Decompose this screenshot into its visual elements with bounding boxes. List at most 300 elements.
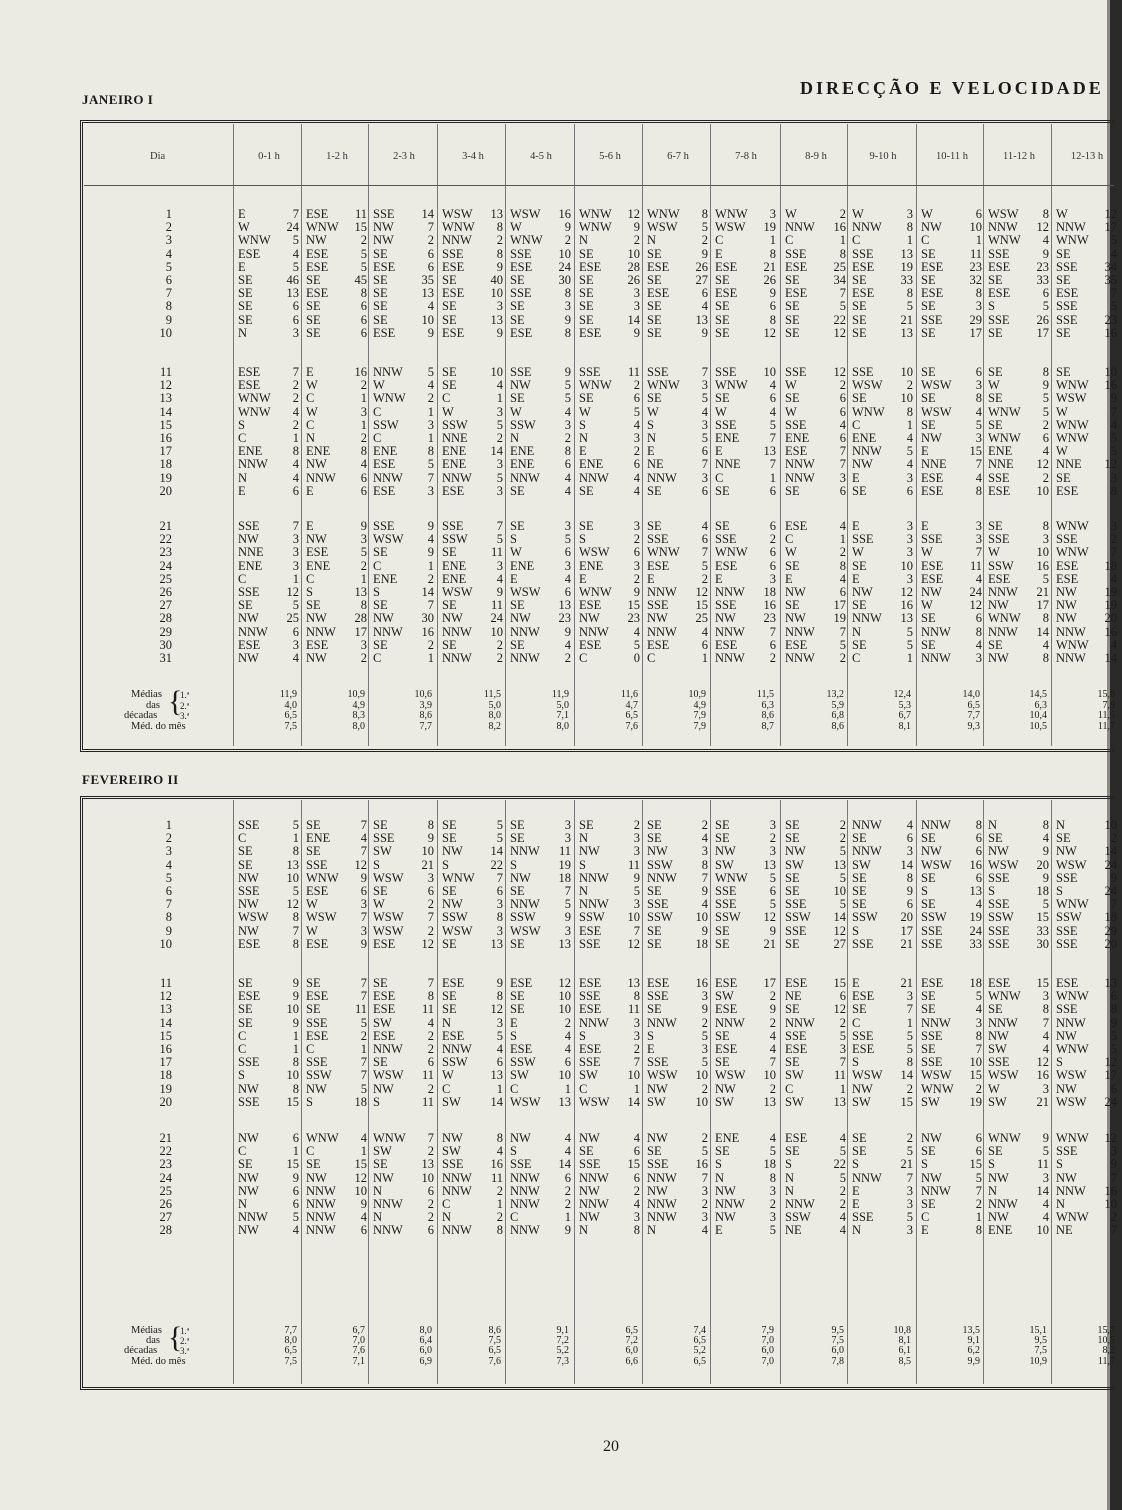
wind-direction: SE bbox=[373, 246, 388, 261]
wind-speed: 34 bbox=[833, 273, 846, 287]
wind-speed: 2 bbox=[564, 651, 571, 665]
wind-speed: 6 bbox=[769, 391, 776, 406]
average-value: 8,5 bbox=[898, 1356, 911, 1367]
wind-speed: 6 bbox=[292, 483, 299, 498]
wind-speed: 12 bbox=[1104, 207, 1117, 221]
wind-direction: E bbox=[647, 444, 655, 459]
day-number: 26 bbox=[159, 1197, 172, 1211]
wind-speed: 10 bbox=[1104, 365, 1117, 379]
wind-speed: 5 bbox=[975, 1170, 982, 1185]
wind-speed: 13 bbox=[558, 598, 571, 613]
wind-direction: WNW bbox=[1056, 417, 1089, 432]
wind-direction: NW bbox=[579, 611, 600, 626]
day-number: 13 bbox=[159, 391, 172, 406]
wind-direction: ESE bbox=[442, 259, 465, 274]
average-value: 5,9 bbox=[831, 700, 844, 711]
wind-direction: SE bbox=[647, 1144, 662, 1159]
wind-direction: NNW bbox=[442, 233, 472, 248]
wind-speed: 20 bbox=[1036, 857, 1049, 872]
wind-speed: 10 bbox=[421, 1170, 434, 1185]
wind-direction: NNE bbox=[1056, 457, 1082, 472]
day-number: 12 bbox=[159, 989, 172, 1004]
wind-speed: 10 bbox=[1104, 1197, 1117, 1211]
wind-direction: S bbox=[921, 1157, 928, 1172]
average-value: 10,5 bbox=[1029, 721, 1047, 732]
wind-direction: NW bbox=[373, 233, 394, 248]
average-value: 7,5 bbox=[284, 1356, 297, 1367]
wind-direction: NW bbox=[647, 844, 668, 859]
wind-direction: ESE bbox=[988, 483, 1011, 498]
wind-speed: 2 bbox=[427, 1028, 434, 1043]
wind-speed: 15 bbox=[969, 1068, 982, 1083]
wind-direction: WNW bbox=[306, 1131, 339, 1145]
wind-direction: SSE bbox=[442, 1157, 464, 1172]
wind-direction: SE bbox=[306, 1002, 321, 1017]
wind-speed: 10 bbox=[763, 365, 776, 379]
wind-speed: 2 bbox=[633, 378, 640, 393]
wind-direction: ESE bbox=[373, 989, 396, 1004]
wind-speed: 1 bbox=[839, 532, 846, 547]
wind-speed: 8 bbox=[1110, 1002, 1117, 1017]
wind-direction: SSW bbox=[852, 910, 878, 925]
wind-speed: 26 bbox=[695, 259, 708, 274]
wind-speed: 2 bbox=[839, 1183, 846, 1198]
average-value: 6,7 bbox=[898, 710, 911, 721]
wind-direction: SE bbox=[306, 976, 321, 990]
wind-speed: 10 bbox=[695, 1094, 708, 1109]
wind-direction: SSE bbox=[510, 286, 532, 301]
wind-direction: SSE bbox=[238, 519, 260, 533]
wind-direction: N bbox=[442, 1015, 452, 1030]
wind-speed: 3 bbox=[701, 417, 708, 432]
wind-speed: 2 bbox=[496, 1210, 503, 1225]
wind-direction: WNW bbox=[579, 378, 612, 393]
wind-speed: 5 bbox=[292, 818, 299, 832]
wind-direction: NW bbox=[852, 457, 873, 472]
wind-direction: SE bbox=[442, 273, 457, 287]
wind-speed: 4 bbox=[1110, 417, 1117, 432]
wind-speed: 26 bbox=[763, 273, 776, 287]
wind-speed: 5 bbox=[701, 391, 708, 406]
wind-direction: NNW bbox=[785, 624, 815, 639]
wind-direction: NNW bbox=[921, 651, 951, 665]
wind-speed: 3 bbox=[633, 431, 640, 445]
day-number: 16 bbox=[159, 1042, 172, 1056]
column-divider bbox=[642, 800, 643, 1384]
wind-direction: WSW bbox=[510, 923, 541, 938]
wind-speed: 3 bbox=[975, 378, 982, 393]
wind-direction: WNW bbox=[510, 233, 543, 248]
average-value: 11,9 bbox=[279, 689, 297, 700]
wind-direction: E bbox=[852, 976, 860, 990]
wind-direction: S bbox=[988, 884, 995, 898]
wind-direction: C bbox=[852, 233, 861, 248]
wind-speed: 4 bbox=[975, 470, 982, 485]
wind-direction: SSE bbox=[1056, 532, 1078, 547]
wind-speed: 27 bbox=[695, 273, 708, 287]
wind-speed: 5 bbox=[292, 233, 299, 248]
wind-direction: E bbox=[852, 571, 860, 586]
wind-direction: NNW bbox=[510, 1223, 540, 1238]
wind-speed: 16 bbox=[763, 598, 776, 613]
wind-direction: W bbox=[785, 404, 797, 419]
wind-speed: 3 bbox=[975, 299, 982, 314]
average-label: das bbox=[146, 700, 160, 711]
wind-speed: 4 bbox=[292, 404, 299, 419]
average-value: 6,3 bbox=[1034, 700, 1047, 711]
wind-speed: 2 bbox=[564, 1197, 571, 1211]
wind-speed: 10 bbox=[969, 220, 982, 235]
wind-speed: 10 bbox=[1104, 818, 1117, 832]
wind-direction: SW bbox=[988, 1094, 1007, 1109]
wind-speed: 26 bbox=[627, 273, 640, 287]
wind-direction: NNW bbox=[785, 1015, 815, 1030]
wind-speed: 2 bbox=[769, 1015, 776, 1030]
average-value: 6,8 bbox=[831, 710, 844, 721]
wind-direction: SE bbox=[373, 286, 388, 301]
wind-direction: NW bbox=[852, 585, 873, 599]
wind-speed: 10 bbox=[1036, 1223, 1049, 1238]
wind-direction: W bbox=[442, 1068, 454, 1083]
average-value: 7,9 bbox=[761, 1325, 774, 1336]
wind-direction: WNW bbox=[373, 391, 406, 406]
wind-direction: NNW bbox=[1056, 1015, 1086, 1030]
wind-speed: 6 bbox=[564, 1055, 571, 1070]
wind-speed: 2 bbox=[427, 571, 434, 586]
day-number: 6 bbox=[165, 273, 172, 287]
average-value: 13,2 bbox=[826, 689, 844, 700]
average-value: 7,9 bbox=[1102, 700, 1115, 711]
wind-direction: SE bbox=[442, 312, 457, 327]
day-number: 17 bbox=[159, 444, 172, 459]
column-divider bbox=[916, 800, 917, 1384]
average-value: 7,7 bbox=[967, 710, 980, 721]
column-divider bbox=[983, 124, 984, 746]
wind-direction: SSW bbox=[510, 417, 536, 432]
wind-speed: 5 bbox=[564, 391, 571, 406]
wind-direction: NW bbox=[921, 220, 942, 235]
wind-speed: 6 bbox=[975, 870, 982, 885]
wind-direction: NNW bbox=[988, 1015, 1018, 1030]
wind-speed: 5 bbox=[906, 1144, 913, 1159]
column-divider bbox=[301, 800, 302, 1384]
average-value: 11,5 bbox=[1097, 710, 1115, 721]
wind-direction: SE bbox=[785, 936, 800, 951]
wind-speed: 12 bbox=[286, 897, 299, 912]
wind-direction: ESE bbox=[373, 259, 396, 274]
wind-speed: 8 bbox=[292, 936, 299, 951]
wind-speed: 21 bbox=[900, 976, 913, 990]
wind-direction: SE bbox=[988, 365, 1003, 379]
wind-speed: 6 bbox=[1042, 431, 1049, 445]
wind-speed: 9 bbox=[360, 1197, 367, 1211]
wind-direction: SSE bbox=[238, 1094, 260, 1109]
wind-speed: 4 bbox=[292, 1223, 299, 1238]
wind-direction: NW bbox=[306, 1170, 327, 1185]
wind-speed: 8 bbox=[975, 624, 982, 639]
wind-direction: WSW bbox=[921, 857, 952, 872]
wind-direction: N bbox=[852, 624, 862, 639]
day-number: 13 bbox=[159, 1002, 172, 1017]
wind-direction: SE bbox=[785, 558, 800, 573]
wind-direction: SSW bbox=[306, 1068, 332, 1083]
wind-direction: NW bbox=[306, 233, 327, 248]
wind-speed: 33 bbox=[1036, 273, 1049, 287]
wind-direction: NNE bbox=[988, 457, 1014, 472]
wind-direction: ESE bbox=[852, 989, 875, 1004]
wind-direction: WSW bbox=[373, 1068, 404, 1083]
wind-direction: ENE bbox=[510, 457, 535, 472]
wind-direction: WNW bbox=[1056, 1131, 1089, 1145]
wind-direction: WNW bbox=[238, 391, 271, 406]
wind-speed: 5 bbox=[292, 259, 299, 274]
wind-speed: 14 bbox=[900, 1068, 913, 1083]
average-value: 11,7 bbox=[1097, 721, 1115, 732]
wind-speed: 15 bbox=[695, 598, 708, 613]
wind-speed: 3 bbox=[769, 844, 776, 859]
wind-direction: N bbox=[988, 818, 998, 832]
average-value: 11,6 bbox=[620, 689, 638, 700]
wind-speed: 1 bbox=[839, 1081, 846, 1096]
wind-speed: 46 bbox=[286, 273, 299, 287]
wind-direction: NNW bbox=[1056, 651, 1086, 665]
average-value: 8,1 bbox=[898, 721, 911, 732]
wind-speed: 3 bbox=[701, 844, 708, 859]
wind-speed: 9 bbox=[1110, 1157, 1117, 1172]
wind-speed: 15 bbox=[969, 444, 982, 459]
wind-direction: SE bbox=[510, 1002, 525, 1017]
wind-speed: 6 bbox=[1110, 1081, 1117, 1096]
average-value: 7,5 bbox=[488, 1335, 501, 1346]
wind-direction: NNW bbox=[785, 220, 815, 235]
header-hour-7: 6-7 h bbox=[667, 151, 689, 162]
wind-direction: NW bbox=[442, 611, 463, 626]
wind-direction: WNW bbox=[988, 404, 1021, 419]
wind-speed: 4 bbox=[564, 404, 571, 419]
column-divider bbox=[847, 800, 848, 1384]
wind-speed: 7 bbox=[769, 624, 776, 639]
day-number: 22 bbox=[159, 532, 172, 547]
wind-speed: 18 bbox=[763, 585, 776, 599]
wind-speed: 2 bbox=[1042, 417, 1049, 432]
wind-direction: WNW bbox=[852, 404, 885, 419]
wind-direction: S bbox=[510, 532, 517, 547]
wind-direction: NW bbox=[785, 844, 806, 859]
wind-direction: ESE bbox=[921, 483, 944, 498]
column-divider bbox=[847, 124, 848, 746]
wind-direction: SSE bbox=[373, 519, 395, 533]
wind-direction: SSE bbox=[785, 1028, 807, 1043]
wind-direction: E bbox=[306, 483, 314, 498]
wind-speed: 9 bbox=[1110, 870, 1117, 885]
wind-speed: 13 bbox=[1104, 976, 1117, 990]
wind-direction: NNW bbox=[373, 365, 403, 379]
wind-speed: 19 bbox=[900, 259, 913, 274]
wind-direction: ESE bbox=[921, 259, 944, 274]
wind-speed: 4 bbox=[496, 571, 503, 586]
wind-direction: SSE bbox=[238, 585, 260, 599]
wind-direction: SW bbox=[715, 1094, 734, 1109]
wind-speed: 1 bbox=[427, 558, 434, 573]
wind-direction: WSW bbox=[921, 378, 952, 393]
wind-speed: 7 bbox=[839, 624, 846, 639]
wind-speed: 7 bbox=[427, 910, 434, 925]
wind-direction: SSE bbox=[306, 857, 328, 872]
wind-direction: W bbox=[510, 404, 522, 419]
wind-speed: 7 bbox=[360, 989, 367, 1004]
wind-direction: ESE bbox=[373, 1002, 396, 1017]
wind-speed: 4 bbox=[1042, 233, 1049, 248]
wind-speed: 6 bbox=[769, 519, 776, 533]
wind-direction: SE bbox=[510, 273, 525, 287]
wind-speed: 8 bbox=[564, 444, 571, 459]
wind-speed: 21 bbox=[900, 312, 913, 327]
wind-speed: 13 bbox=[900, 611, 913, 626]
column-divider bbox=[505, 800, 506, 1384]
wind-direction: ESE bbox=[442, 976, 465, 990]
wind-speed: 2 bbox=[839, 207, 846, 221]
wind-direction: NW bbox=[715, 1210, 736, 1225]
month-title: FEVEREIRO II bbox=[82, 772, 179, 787]
wind-direction: ESE bbox=[852, 259, 875, 274]
day-number: 9 bbox=[165, 923, 172, 938]
wind-speed: 3 bbox=[633, 831, 640, 846]
wind-direction: NW bbox=[238, 1223, 259, 1238]
day-number: 10 bbox=[159, 325, 172, 340]
wind-direction: SSE bbox=[647, 1055, 669, 1070]
column-divider bbox=[574, 800, 575, 1384]
wind-speed: 8 bbox=[1042, 365, 1049, 379]
wind-direction: WNW bbox=[238, 404, 271, 419]
wind-direction: C bbox=[921, 233, 930, 248]
wind-direction: NW bbox=[238, 1170, 259, 1185]
wind-speed: 9 bbox=[496, 976, 503, 990]
average-value: 8,1 bbox=[898, 1335, 911, 1346]
wind-speed: 6 bbox=[701, 444, 708, 459]
wind-speed: 1 bbox=[360, 391, 367, 406]
wind-speed: 4 bbox=[292, 470, 299, 485]
wind-direction: SE bbox=[510, 884, 525, 898]
wind-direction: SSE bbox=[647, 1157, 669, 1172]
wind-direction: SSE bbox=[647, 365, 669, 379]
wind-speed: 5 bbox=[839, 870, 846, 885]
wind-direction: SE bbox=[238, 857, 253, 872]
wind-direction: SE bbox=[852, 870, 867, 885]
average-value: 14,0 bbox=[962, 689, 980, 700]
wind-speed: 12 bbox=[969, 598, 982, 613]
wind-speed: 5 bbox=[564, 378, 571, 393]
wind-speed: 16 bbox=[421, 624, 434, 639]
wind-speed: 7 bbox=[975, 457, 982, 472]
day-number: 18 bbox=[159, 457, 172, 472]
wind-speed: 7 bbox=[360, 1068, 367, 1083]
day-number: 24 bbox=[159, 1170, 172, 1185]
wind-speed: 2 bbox=[496, 1183, 503, 1198]
wind-direction: C bbox=[785, 532, 794, 547]
wind-direction: SE bbox=[921, 611, 936, 626]
wind-speed: 1 bbox=[564, 1210, 571, 1225]
wind-speed: 16 bbox=[490, 1157, 503, 1172]
wind-speed: 5 bbox=[975, 989, 982, 1004]
wind-direction: ESE bbox=[579, 1002, 602, 1017]
average-value: 9,1 bbox=[556, 1325, 569, 1336]
wind-speed: 32 bbox=[969, 273, 982, 287]
wind-direction: WNW bbox=[1056, 637, 1089, 652]
wind-speed: 9 bbox=[633, 585, 640, 599]
wind-direction: E bbox=[579, 444, 587, 459]
wind-speed: 5 bbox=[633, 404, 640, 419]
wind-direction: S bbox=[510, 1028, 517, 1043]
wind-direction: S bbox=[442, 857, 449, 872]
average-value: 6,6 bbox=[625, 1356, 638, 1367]
wind-speed: 8 bbox=[292, 1055, 299, 1070]
wind-speed: 16 bbox=[1104, 378, 1117, 393]
wind-direction: SE bbox=[852, 299, 867, 314]
wind-direction: NNW bbox=[373, 624, 403, 639]
wind-direction: E bbox=[510, 571, 518, 586]
wind-speed: 18 bbox=[354, 1094, 367, 1109]
wind-speed: 8 bbox=[496, 989, 503, 1004]
wind-direction: ESE bbox=[510, 325, 533, 340]
wind-speed: 3 bbox=[975, 1015, 982, 1030]
wind-speed: 2 bbox=[701, 1015, 708, 1030]
wind-direction: NNW bbox=[921, 1183, 951, 1198]
wind-speed: 3 bbox=[360, 532, 367, 547]
wind-direction: WSW bbox=[988, 207, 1019, 221]
wind-direction: SE bbox=[715, 391, 730, 406]
wind-direction: N bbox=[988, 1183, 998, 1198]
wind-speed: 3 bbox=[701, 989, 708, 1004]
wind-speed: 6 bbox=[427, 259, 434, 274]
wind-direction: E bbox=[306, 519, 314, 533]
wind-speed: 4 bbox=[906, 818, 913, 832]
wind-direction: SE bbox=[647, 831, 662, 846]
wind-speed: 1 bbox=[292, 1042, 299, 1056]
wind-direction: NNW bbox=[373, 470, 403, 485]
wind-direction: WSW bbox=[510, 1094, 541, 1109]
wind-speed: 3 bbox=[906, 844, 913, 859]
wind-speed: 21 bbox=[900, 1157, 913, 1172]
wind-speed: 4 bbox=[769, 1131, 776, 1145]
wind-direction: C bbox=[442, 1197, 451, 1211]
wind-speed: 7 bbox=[769, 431, 776, 445]
wind-direction: SE bbox=[579, 286, 594, 301]
day-number: 10 bbox=[159, 936, 172, 951]
wind-speed: 13 bbox=[833, 857, 846, 872]
wind-direction: SE bbox=[988, 391, 1003, 406]
wind-direction: W bbox=[1056, 207, 1068, 221]
wind-direction: NW bbox=[715, 844, 736, 859]
wind-speed: 9 bbox=[701, 246, 708, 261]
wind-direction: WNW bbox=[1056, 1210, 1089, 1225]
wind-direction: NW bbox=[988, 844, 1009, 859]
wind-speed: 19 bbox=[969, 910, 982, 925]
wind-direction: SSE bbox=[715, 417, 737, 432]
wind-speed: 7 bbox=[839, 457, 846, 472]
wind-speed: 5 bbox=[769, 897, 776, 912]
wind-direction: NE bbox=[647, 457, 664, 472]
wind-speed: 11 bbox=[1036, 1157, 1049, 1172]
wind-direction: NNW bbox=[442, 1223, 472, 1238]
wind-direction: SE bbox=[785, 1055, 800, 1070]
average-value: 7,0 bbox=[761, 1356, 774, 1367]
wind-speed: 8 bbox=[360, 444, 367, 459]
average-value: 10,9 bbox=[347, 689, 365, 700]
wind-direction: N bbox=[373, 1210, 383, 1225]
wind-direction: SE bbox=[715, 1055, 730, 1070]
wind-direction: NW bbox=[988, 651, 1009, 665]
wind-speed: 4 bbox=[1042, 831, 1049, 846]
